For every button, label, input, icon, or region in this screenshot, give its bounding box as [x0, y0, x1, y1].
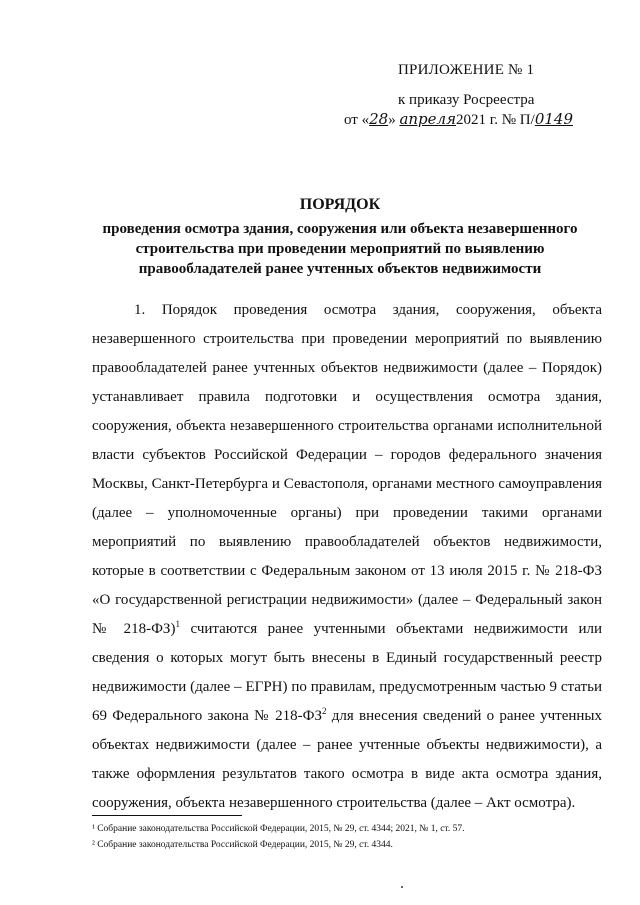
date-mid: »	[388, 112, 396, 128]
title-main: ПОРЯДОК	[299, 196, 381, 213]
footnote-1: ¹ Собрание законодательства Российской Федерации, 2015, № 29, ст. 4344; 2021, № 1, ст. 57.	[92, 824, 465, 834]
paragraph-text-part3: для внесения сведений о ранее учтенных объектах недвижимости (далее – ранее учтенные объекты недвижимости), а также оформления результатов такого осмотра в виде акта осмотра здания, сооружения, объекта незавершенного строительства (далее – Акт осмотра).	[92, 708, 602, 811]
paragraph-text-part1: 1. Порядок проведения осмотра здания, сооружения, объекта незавершенного строительства при проведении мероприятий по выявлению правообладателей ранее учтенных объектов недвижимости (далее – Порядок) устанавливает правила подготовки и осуществления осмотра здания, сооружения, объекта незавершенного строительства органами исполнительной власти субъектов Российской Федерации – городов федерального значения Москвы, Санкт-Петербурга и Севастополя, органами местного самоуправления (далее – уполномоченные органы) при проведении такими органами мероприятий по выявлению правообладателей объектов недвижимости, которые в соответствии с Федеральным законом от 13 июля 2015 г. № 218-ФЗ «О государственной регистрации недвижимости» (далее – Федеральный закон № 218-ФЗ)	[92, 302, 602, 637]
date-prefix: от «	[344, 112, 370, 128]
handwritten-day: 28	[369, 110, 389, 128]
footnote-2: ² Собрание законодательства Российской Федерации, 2015, № 29, ст. 4344.	[92, 840, 393, 850]
order-date-line	[344, 110, 573, 129]
order-reference: к приказу Росреестра	[398, 92, 535, 108]
year-number-prefix: 2021 г. № П/	[456, 112, 535, 128]
scan-speck	[401, 886, 403, 888]
paragraph-1	[92, 296, 602, 818]
handwritten-order-number: 0149	[534, 110, 573, 128]
paragraph-text-part2: считаются ранее учтенными объектами недвижимости или сведения о которых могут быть внесены в Единый государственный реестр недвижимости (далее – ЕГРН) по правилам, предусмотренным частью 9 статьи 69 Федерального закона № 218-ФЗ	[92, 621, 603, 724]
appendix-heading: ПРИЛОЖЕНИЕ № 1	[398, 62, 535, 78]
footnote-divider	[92, 815, 242, 816]
handwritten-month: апреля	[399, 110, 457, 128]
footnote-ref-2: 2	[322, 706, 327, 716]
title-subtitle: проведения осмотра здания, сооружения или объекта незавершенного строительства при проведении мероприятий по выявлению правообладателей ранее учтенных объектов недвижимости	[102, 221, 578, 277]
document-title	[80, 195, 600, 279]
footnotes	[92, 821, 612, 853]
footnote-ref-1: 1	[175, 619, 180, 629]
